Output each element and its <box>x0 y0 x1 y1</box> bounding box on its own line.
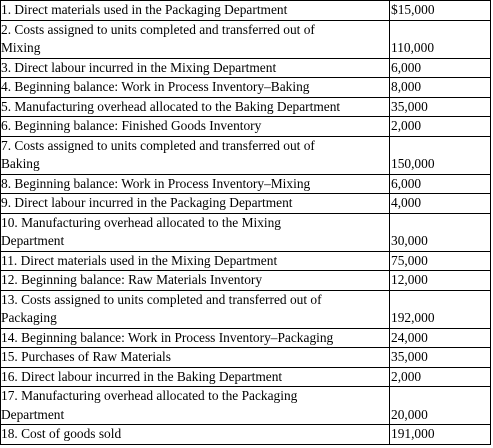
row-amount: 191,000 <box>390 425 491 445</box>
row-description-line: 3. Direct labour incurred in the Mixing Department <box>1 59 277 75</box>
table-row <box>1 367 491 387</box>
row-amount: $15,000 <box>390 1 491 21</box>
table-row <box>1 251 491 271</box>
row-description-line: Packaging <box>1 310 57 325</box>
table-row <box>1 290 491 328</box>
row-description <box>1 425 390 445</box>
row-description-line: 16. Direct labour incurred in the Baking Department <box>1 368 283 384</box>
table-row <box>1 271 491 291</box>
row-amount: 150,000 <box>390 136 491 174</box>
table-row <box>1 425 491 445</box>
row-description <box>1 290 390 328</box>
row-amount: 192,000 <box>390 290 491 328</box>
row-amount: 110,000 <box>390 20 491 58</box>
row-description-line: Department <box>1 233 65 248</box>
row-description-line: 1. Direct materials used in the Packaging Department <box>1 2 288 17</box>
table-row <box>1 387 491 425</box>
table-row <box>1 348 491 368</box>
row-description <box>1 348 390 368</box>
row-description-line: 17. Manufacturing overhead allocated to the Packaging <box>1 388 298 403</box>
table-row <box>1 1 491 21</box>
row-amount: 24,000 <box>390 328 491 348</box>
row-description-line: 18. Cost of goods sold <box>1 426 122 441</box>
row-description <box>1 271 390 291</box>
row-amount: 30,000 <box>390 213 491 251</box>
row-amount: 2,000 <box>390 367 491 387</box>
table-row <box>1 97 491 117</box>
row-description-line: 6. Beginning balance: Finished Goods Inventory <box>1 118 262 133</box>
row-description-line: 7. Costs assigned to units completed and transferred out of <box>1 137 315 153</box>
row-amount: 12,000 <box>390 271 491 291</box>
row-description-line: 9. Direct labour incurred in the Packaging Department <box>1 195 293 210</box>
row-description <box>1 251 390 271</box>
table-row <box>1 78 491 98</box>
row-amount: 35,000 <box>390 348 491 368</box>
row-description <box>1 97 390 117</box>
row-description <box>1 58 390 78</box>
row-description-line: 4. Beginning balance: Work in Process Inventory–Baking <box>1 79 310 94</box>
row-description <box>1 174 390 194</box>
row-description-line: Department <box>1 406 65 422</box>
table-row <box>1 213 491 251</box>
row-description-line: 2. Costs assigned to units completed and transferred out of <box>1 21 315 37</box>
row-description <box>1 367 390 387</box>
row-description <box>1 213 390 251</box>
row-description <box>1 20 390 58</box>
row-description-line: 10. Manufacturing overhead allocated to the Mixing <box>1 214 282 230</box>
row-description-line: 11. Direct materials used in the Mixing Department <box>1 252 278 268</box>
row-description-line: 13. Costs assigned to units completed and transferred out of <box>1 291 322 307</box>
ledger-body <box>1 1 491 445</box>
row-amount: 6,000 <box>390 174 491 194</box>
table-row <box>1 58 491 78</box>
table-row <box>1 194 491 214</box>
row-description-line: Baking <box>1 156 40 171</box>
row-amount: 8,000 <box>390 78 491 98</box>
row-description <box>1 78 390 98</box>
row-amount: 20,000 <box>390 387 491 425</box>
row-description <box>1 1 390 21</box>
row-description-line: 14. Beginning balance: Work in Process Inventory–Packaging <box>1 329 334 345</box>
table-row <box>1 174 491 194</box>
row-description <box>1 194 390 214</box>
row-description <box>1 136 390 174</box>
row-description <box>1 117 390 137</box>
row-description <box>1 328 390 348</box>
row-description-line: Mixing <box>1 40 41 55</box>
row-amount: 75,000 <box>390 251 491 271</box>
table-row <box>1 117 491 137</box>
row-description-line: 8. Beginning balance: Work in Process Inventory–Mixing <box>1 175 311 191</box>
table-row <box>1 136 491 174</box>
row-amount: 4,000 <box>390 194 491 214</box>
table-row <box>1 328 491 348</box>
row-amount: 6,000 <box>390 58 491 78</box>
row-description <box>1 387 390 425</box>
row-amount: 2,000 <box>390 117 491 137</box>
row-description-line: 15. Purchases of Raw Materials <box>1 349 171 364</box>
row-amount: 35,000 <box>390 97 491 117</box>
table-row <box>1 20 491 58</box>
row-description-line: 5. Manufacturing overhead allocated to the Baking Department <box>1 98 341 114</box>
row-description-line: 12. Beginning balance: Raw Materials Inventory <box>1 272 263 287</box>
